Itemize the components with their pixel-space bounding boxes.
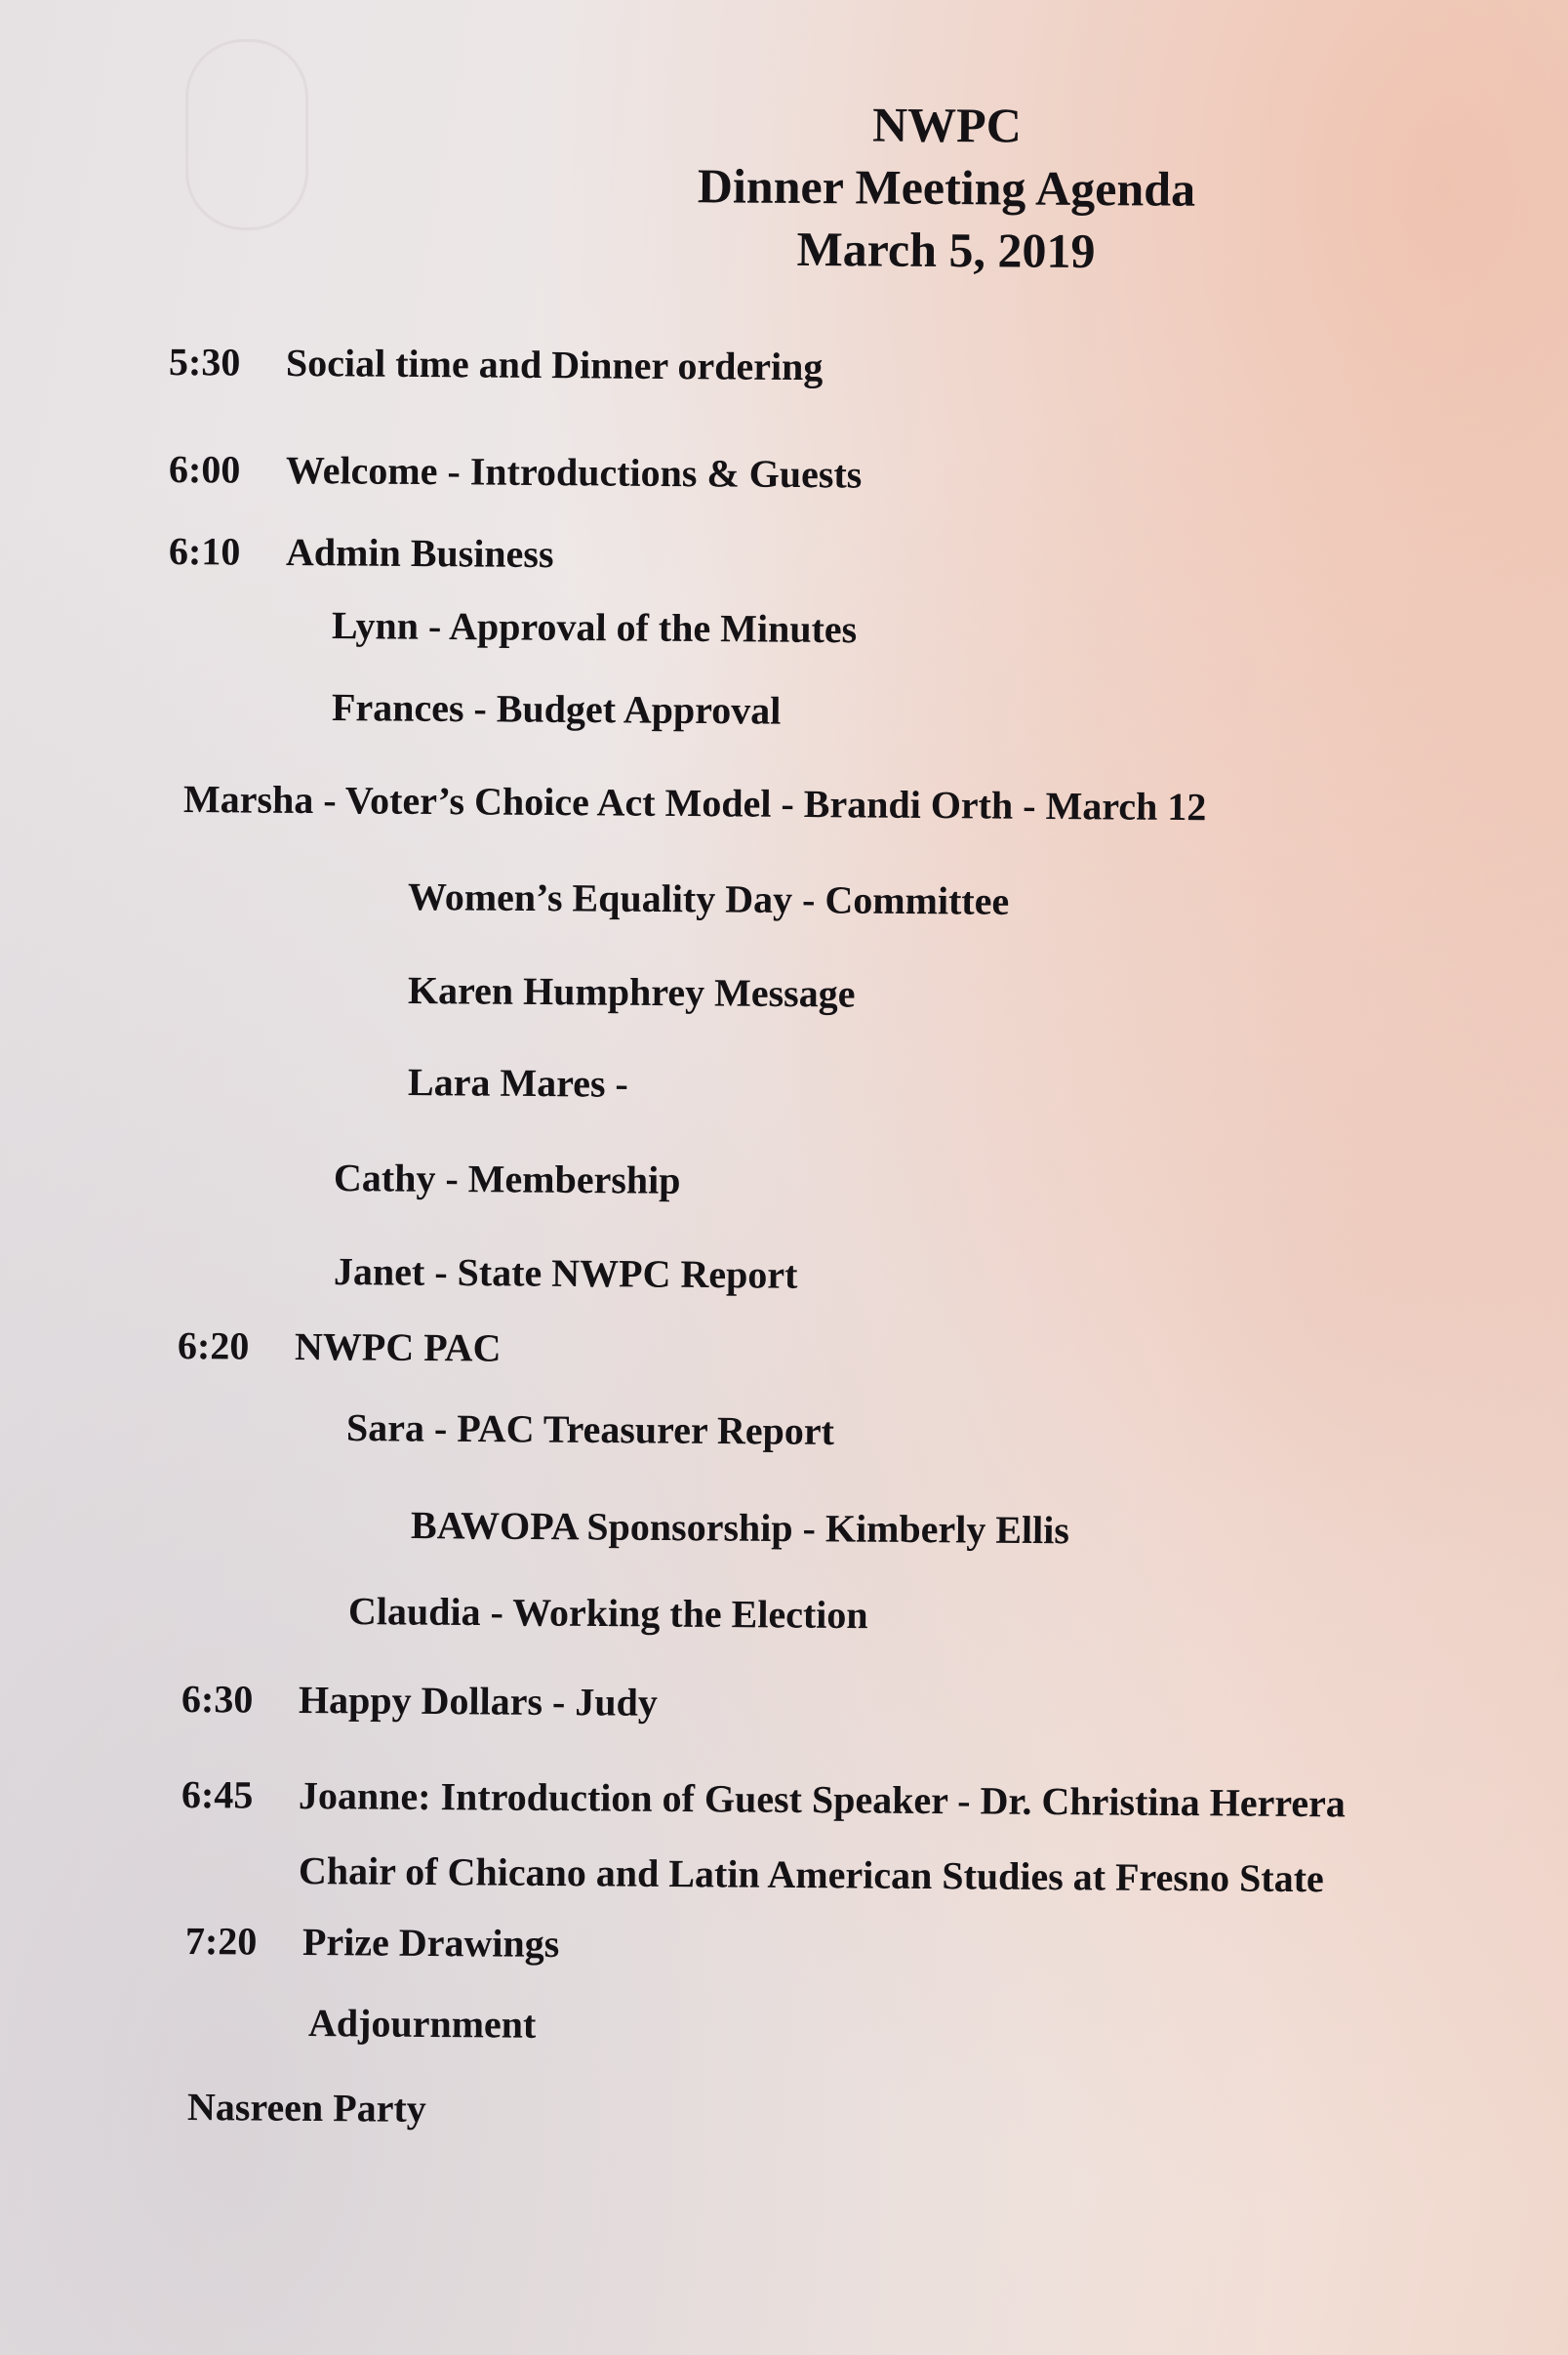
agenda-text: Cathy - Membership — [333, 1156, 681, 1202]
agenda-text: Happy Dollars - Judy — [298, 1677, 659, 1725]
agenda-text: Chair of Chicano and Latin American Studies at Fresno State — [298, 1848, 1324, 1901]
agenda-time: 7:20 — [184, 1919, 258, 1964]
agenda-subitem — [183, 776, 1207, 831]
agenda-text: Social time and Dinner ordering — [285, 340, 824, 389]
agenda-item — [187, 2084, 426, 2132]
agenda-subitem — [334, 1155, 681, 1204]
agenda-text: Women’s Equality Day - Committee — [407, 874, 1010, 923]
agenda-item — [169, 446, 863, 499]
agenda-text: Joanne: Introduction of Guest Speaker - Dr. Christina Herrera — [298, 1772, 1347, 1826]
agenda-item — [169, 528, 554, 578]
agenda-subitem — [308, 2000, 537, 2049]
agenda-time: 6:30 — [181, 1677, 254, 1722]
agenda-text: Welcome - Introductions & Guests — [285, 447, 863, 497]
agenda-subitem — [334, 1248, 798, 1299]
org-name: NWPC — [871, 97, 1023, 153]
agenda-item — [185, 1918, 560, 1968]
agenda-subitem — [408, 967, 856, 1018]
agenda-time: 6:45 — [181, 1772, 254, 1817]
agenda-text: NWPC PAC — [294, 1323, 502, 1370]
agenda-item — [181, 1676, 658, 1726]
agenda-header — [633, 92, 1259, 283]
agenda-text: Karen Humphrey Message — [407, 968, 856, 1016]
agenda-subitem — [346, 1404, 834, 1455]
agenda-item — [169, 339, 824, 390]
agenda-subitem — [332, 684, 782, 735]
agenda-time: 6:20 — [177, 1323, 250, 1368]
agenda-text: Admin Business — [285, 529, 554, 577]
agenda-text: Adjournment — [307, 2001, 537, 2047]
agenda-time: 6:10 — [168, 529, 241, 574]
agenda-time: 6:00 — [168, 447, 241, 492]
agenda-text: Frances - Budget Approval — [331, 685, 782, 733]
agenda-item — [178, 1322, 502, 1372]
agenda-text: Claudia - Working the Election — [347, 1589, 868, 1638]
agenda-time: 5:30 — [168, 340, 241, 385]
agenda-text: BAWOPA Sponsorship - Kimberly Ellis — [410, 1503, 1070, 1553]
agenda-text: Nasreen Party — [186, 2085, 426, 2131]
agenda-text: Prize Drawings — [302, 1919, 560, 1967]
bleed-through-seal-icon — [185, 39, 308, 230]
agenda-text: Lynn - Approval of the Minutes — [331, 603, 858, 652]
agenda-text: Sara - PAC Treasurer Report — [345, 1405, 835, 1453]
agenda-subitem — [299, 1847, 1324, 1902]
agenda-subitem — [408, 873, 1010, 925]
agenda-item — [181, 1771, 1346, 1827]
agenda-text: Lara Mares - — [407, 1060, 629, 1106]
agenda-subitem — [408, 1059, 628, 1108]
agenda-subitem — [348, 1588, 868, 1639]
agenda-text: Marsha - Voter’s Choice Act Model - Brandi Orth - March 12 — [182, 777, 1207, 830]
agenda-subitem — [411, 1502, 1069, 1554]
agenda-text: Janet - State NWPC Report — [333, 1249, 798, 1297]
meeting-date: March 5, 2019 — [796, 221, 1096, 279]
agenda-subitem — [332, 602, 858, 653]
agenda-title: Dinner Meeting Agenda — [697, 158, 1196, 217]
